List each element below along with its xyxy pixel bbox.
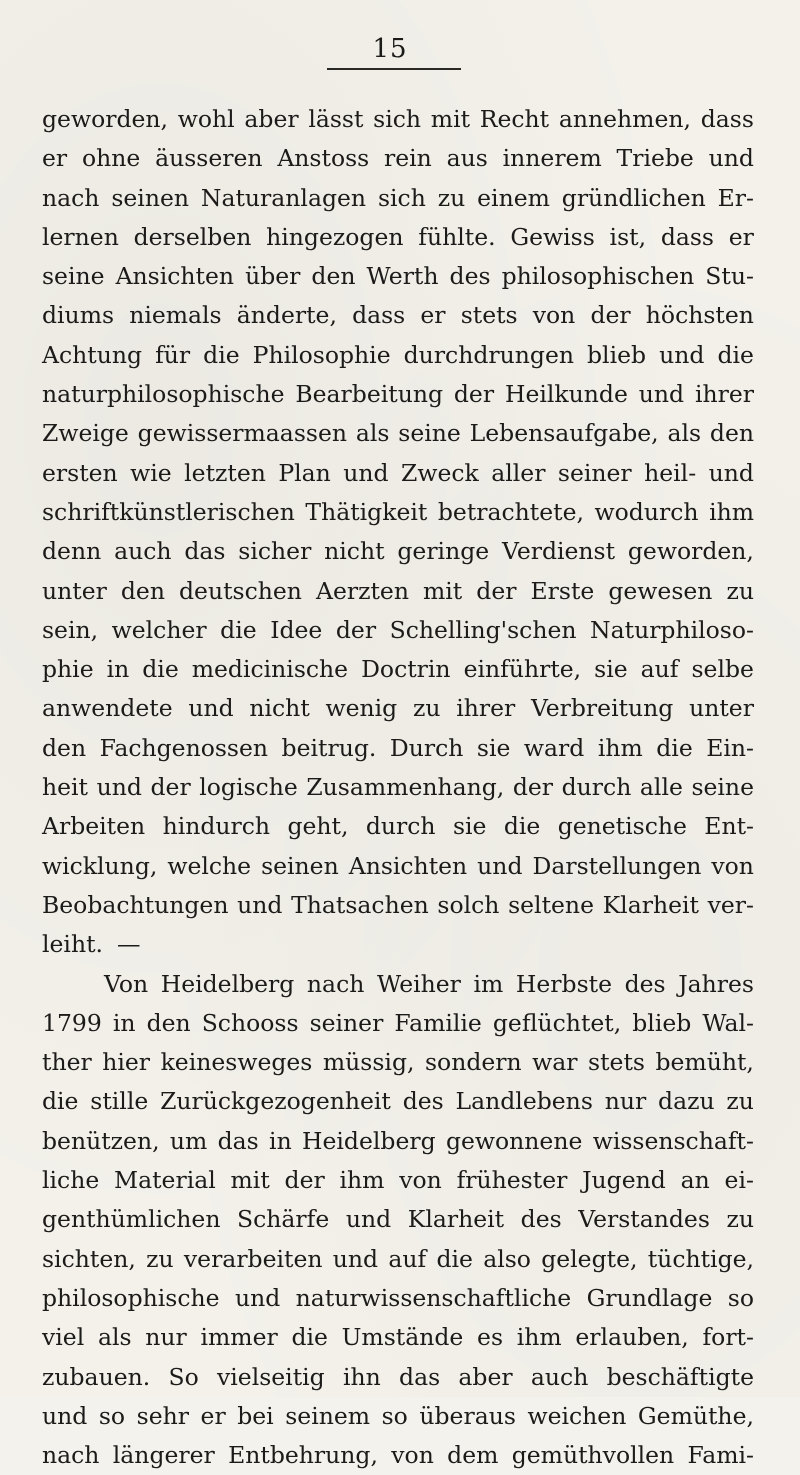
text-line: denn auch das sicher nicht geringe Verdienst geworden, xyxy=(42,537,754,566)
text-line: sichten, zu verarbeiten und auf die also gelegte, tüchtige, xyxy=(42,1244,754,1273)
text-line: Von Heidelberg nach Weiher im Herbste des Jahres xyxy=(104,969,754,998)
text-line: zubauen. So vielseitig ihn das aber auch beschäftigte xyxy=(42,1362,754,1391)
text-line: wicklung, welche seinen Ansichten und Darstellungen von xyxy=(42,851,754,880)
text-line: den Fachgenossen beitrug. Durch sie ward ihm die Ein- xyxy=(42,733,754,762)
body-text xyxy=(42,100,754,1475)
text-line: 1799 in den Schooss seiner Familie geflüchtet, blieb Wal- xyxy=(42,1008,754,1037)
text-line: ersten wie letzten Plan und Zweck aller seiner heil- und xyxy=(42,458,754,487)
text-line: liche Material mit der ihm von frühester Jugend an ei- xyxy=(42,1166,754,1195)
text-line: ther hier keinesweges müssig, sondern war stets bemüht, xyxy=(42,1048,754,1077)
text-line: und so sehr er bei seinem so überaus weichen Gemüthe, xyxy=(42,1401,754,1430)
text-line: Arbeiten hindurch geht, durch sie die genetische Ent- xyxy=(42,812,754,841)
text-line: die stille Zurückgezogenheit des Landlebens nur dazu zu xyxy=(42,1087,754,1116)
page-number: 15 xyxy=(372,34,408,64)
text-line: er ohne äusseren Anstoss rein aus innerem Triebe und xyxy=(42,144,754,173)
text-line: diums niemals änderte, dass er stets von der höchsten xyxy=(42,301,754,330)
text-line: Achtung für die Philosophie durchdrungen blieb und die xyxy=(42,340,754,369)
text-line: benützen, um das in Heidelberg gewonnene wissenschaft- xyxy=(42,1126,754,1155)
text-line: sein, welcher die Idee der Schelling'schen Naturphiloso- xyxy=(42,615,754,644)
text-line: naturphilosophische Bearbeitung der Heilkunde und ihrer xyxy=(42,380,754,409)
text-line: lernen derselben hingezogen fühlte. Gewiss ist, dass er xyxy=(42,222,754,251)
text-line: nach längerer Entbehrung, von dem gemüthvollen Fami- xyxy=(42,1441,754,1470)
text-line: Beobachtungen und Thatsachen solch seltene Klarheit ver- xyxy=(42,890,754,919)
text-line: geworden, wohl aber lässt sich mit Recht annehmen, dass xyxy=(42,105,754,133)
text-line: viel als nur immer die Umstände es ihm erlauben, fort- xyxy=(42,1323,754,1352)
text-line: genthümlichen Schärfe und Klarheit des Verstandes zu xyxy=(42,1205,754,1234)
text-line: unter den deutschen Aerzten mit der Erste gewesen zu xyxy=(42,576,754,605)
text-line: seine Ansichten über den Werth des philosophischen Stu- xyxy=(42,262,754,291)
text-line: phie in die medicinische Doctrin einführte, sie auf selbe xyxy=(42,655,754,684)
text-line: nach seinen Naturanlagen sich zu einem gründlichen Er- xyxy=(42,183,754,212)
header-rule xyxy=(327,68,461,70)
text-line: philosophische und naturwissenschaftliche Grundlage so xyxy=(42,1283,754,1312)
text-line: Zweige gewissermaassen als seine Lebensaufgabe, als den xyxy=(42,419,754,448)
text-line: heit und der logische Zusammenhang, der durch alle seine xyxy=(42,773,754,802)
text-line: leiht. — xyxy=(42,930,141,959)
text-line: schriftkünstlerischen Thätigkeit betrachtete, wodurch ihm xyxy=(42,497,754,526)
text-line: anwendete und nicht wenig zu ihrer Verbreitung unter xyxy=(42,694,754,723)
